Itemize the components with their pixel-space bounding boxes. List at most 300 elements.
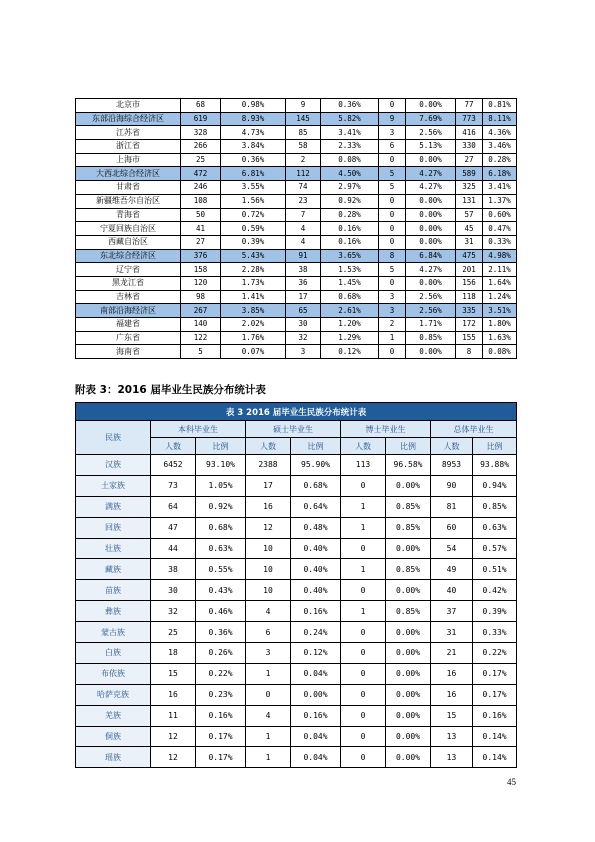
count-cell: 16 <box>431 684 473 705</box>
ratio-cell: 3.65% <box>321 249 379 263</box>
ratio-cell: 0.00% <box>386 663 431 684</box>
ratio-cell: 0.00% <box>386 705 431 726</box>
count-cell: 120 <box>181 276 221 290</box>
count-cell: 112 <box>286 167 321 181</box>
ratio-cell: 1.24% <box>483 290 517 304</box>
row-label: 广东省 <box>76 331 181 345</box>
count-cell: 12 <box>151 747 196 768</box>
ratio-cell: 0.55% <box>196 559 246 580</box>
ratio-cell: 0.00% <box>406 208 456 222</box>
count-cell: 91 <box>286 249 321 263</box>
table-row <box>76 496 517 517</box>
ratio-cell: 0.68% <box>321 290 379 304</box>
region-row <box>76 112 517 126</box>
count-cell: 81 <box>431 496 473 517</box>
ratio-cell: 0.33% <box>473 622 517 643</box>
ratio-cell: 0.36% <box>321 99 379 113</box>
count-cell: 12 <box>151 726 196 747</box>
ratio-cell: 0.00% <box>406 194 456 208</box>
count-cell: 13 <box>431 747 473 768</box>
table-row <box>76 663 517 684</box>
count-cell: 1 <box>379 331 406 345</box>
subheader-count: 人数 <box>246 438 291 455</box>
ratio-cell: 0.39% <box>473 601 517 622</box>
ratio-cell: 6.84% <box>406 249 456 263</box>
ethnic-table-body <box>76 455 517 768</box>
ethnic-name-cell: 汉族 <box>76 455 151 476</box>
ratio-cell: 1.53% <box>321 263 379 277</box>
count-cell: 0 <box>341 580 386 601</box>
subheader-count: 人数 <box>341 438 386 455</box>
ratio-cell: 1.29% <box>321 331 379 345</box>
count-cell: 16 <box>431 663 473 684</box>
count-cell: 3 <box>379 304 406 318</box>
count-cell: 32 <box>151 601 196 622</box>
column-group-doctor: 博士毕业生 <box>341 421 431 438</box>
count-cell: 773 <box>456 112 483 126</box>
ratio-cell: 0.94% <box>473 475 517 496</box>
ratio-cell: 0.68% <box>196 517 246 538</box>
table-row <box>76 643 517 664</box>
count-cell: 1 <box>246 747 291 768</box>
count-cell: 267 <box>181 304 221 318</box>
count-cell: 0 <box>341 622 386 643</box>
ethnic-name-cell: 蒙古族 <box>76 622 151 643</box>
count-cell: 31 <box>431 622 473 643</box>
count-cell: 330 <box>456 140 483 154</box>
ethnic-name-cell: 土家族 <box>76 475 151 496</box>
count-cell: 74 <box>286 181 321 195</box>
table-row <box>76 235 517 249</box>
ratio-cell: 0.00% <box>406 222 456 236</box>
ratio-cell: 93.10% <box>196 455 246 476</box>
row-label: 江苏省 <box>76 126 181 140</box>
ratio-cell: 0.28% <box>321 208 379 222</box>
count-cell: 0 <box>379 194 406 208</box>
ratio-cell: 0.16% <box>291 601 341 622</box>
count-cell: 77 <box>456 99 483 113</box>
count-cell: 0 <box>379 222 406 236</box>
count-cell: 64 <box>151 496 196 517</box>
count-cell: 60 <box>431 517 473 538</box>
row-label: 青海省 <box>76 208 181 222</box>
count-cell: 246 <box>181 181 221 195</box>
ratio-cell: 7.69% <box>406 112 456 126</box>
ratio-cell: 0.17% <box>473 663 517 684</box>
table-row <box>76 726 517 747</box>
table-row <box>76 622 517 643</box>
ethnic-name-cell: 瑶族 <box>76 747 151 768</box>
ratio-cell: 0.92% <box>321 194 379 208</box>
ratio-cell: 0.26% <box>196 643 246 664</box>
row-label: 上海市 <box>76 153 181 167</box>
count-cell: 5 <box>379 181 406 195</box>
table-row <box>76 538 517 559</box>
count-cell: 10 <box>246 559 291 580</box>
count-cell: 589 <box>456 167 483 181</box>
count-cell: 4 <box>286 222 321 236</box>
count-cell: 1 <box>246 663 291 684</box>
ratio-cell: 0.40% <box>291 580 341 601</box>
ratio-cell: 1.63% <box>483 331 517 345</box>
count-cell: 140 <box>181 318 221 332</box>
ratio-cell: 5.82% <box>321 112 379 126</box>
count-cell: 2388 <box>246 455 291 476</box>
ethnic-name-cell: 满族 <box>76 496 151 517</box>
ratio-cell: 6.81% <box>221 167 286 181</box>
ratio-cell: 0.40% <box>291 538 341 559</box>
ratio-cell: 0.17% <box>473 684 517 705</box>
count-cell: 335 <box>456 304 483 318</box>
count-cell: 145 <box>286 112 321 126</box>
count-cell: 1 <box>341 559 386 580</box>
ratio-cell: 4.27% <box>406 263 456 277</box>
count-cell: 376 <box>181 249 221 263</box>
ratio-cell: 0.23% <box>196 684 246 705</box>
count-cell: 30 <box>151 580 196 601</box>
ratio-cell: 93.88% <box>473 455 517 476</box>
count-cell: 73 <box>151 475 196 496</box>
ratio-cell: 0.72% <box>221 208 286 222</box>
ratio-cell: 0.47% <box>483 222 517 236</box>
count-cell: 0 <box>379 235 406 249</box>
ratio-cell: 0.63% <box>196 538 246 559</box>
count-cell: 32 <box>286 331 321 345</box>
count-cell: 1 <box>341 496 386 517</box>
count-cell: 50 <box>181 208 221 222</box>
count-cell: 49 <box>431 559 473 580</box>
ratio-cell: 4.27% <box>406 167 456 181</box>
table-row <box>76 517 517 538</box>
ratio-cell: 0.16% <box>321 235 379 249</box>
count-cell: 8953 <box>431 455 473 476</box>
count-cell: 172 <box>456 318 483 332</box>
count-cell: 266 <box>181 140 221 154</box>
ratio-cell: 1.05% <box>196 475 246 496</box>
subheader-count: 人数 <box>151 438 196 455</box>
count-cell: 0 <box>341 684 386 705</box>
ratio-cell: 0.00% <box>386 684 431 705</box>
ratio-cell: 3.41% <box>321 126 379 140</box>
column-group-master: 硕士毕业生 <box>246 421 341 438</box>
page-number: 45 <box>507 777 516 787</box>
ratio-cell: 95.90% <box>291 455 341 476</box>
count-cell: 108 <box>181 194 221 208</box>
ratio-cell: 2.33% <box>321 140 379 154</box>
ethnic-name-cell: 侗族 <box>76 726 151 747</box>
count-cell: 16 <box>246 496 291 517</box>
ratio-cell: 96.58% <box>386 455 431 476</box>
ethnic-name-cell: 苗族 <box>76 580 151 601</box>
row-label: 北京市 <box>76 99 181 113</box>
ratio-cell: 0.00% <box>386 747 431 768</box>
count-cell: 25 <box>181 153 221 167</box>
region-row <box>76 167 517 181</box>
ratio-cell: 0.63% <box>473 517 517 538</box>
ratio-cell: 0.85% <box>473 496 517 517</box>
ratio-cell: 0.08% <box>321 153 379 167</box>
count-cell: 54 <box>431 538 473 559</box>
count-cell: 118 <box>456 290 483 304</box>
ratio-cell: 4.36% <box>483 126 517 140</box>
count-cell: 155 <box>456 331 483 345</box>
table-row <box>76 153 517 167</box>
ratio-cell: 2.02% <box>221 318 286 332</box>
count-cell: 619 <box>181 112 221 126</box>
ratio-cell: 2.56% <box>406 126 456 140</box>
ratio-cell: 1.64% <box>483 276 517 290</box>
ethnic-name-cell: 白族 <box>76 643 151 664</box>
ratio-cell: 0.00% <box>386 726 431 747</box>
count-cell: 98 <box>181 290 221 304</box>
ratio-cell: 3.41% <box>483 181 517 195</box>
count-cell: 0 <box>379 345 406 359</box>
row-label: 东部沿海综合经济区 <box>76 112 181 126</box>
ratio-cell: 0.57% <box>473 538 517 559</box>
ratio-cell: 0.39% <box>221 235 286 249</box>
count-cell: 158 <box>181 263 221 277</box>
ratio-cell: 0.24% <box>291 622 341 643</box>
ratio-cell: 0.12% <box>321 345 379 359</box>
count-cell: 0 <box>341 747 386 768</box>
ratio-cell: 2.11% <box>483 263 517 277</box>
count-cell: 38 <box>286 263 321 277</box>
count-cell: 122 <box>181 331 221 345</box>
ratio-cell: 4.50% <box>321 167 379 181</box>
count-cell: 9 <box>379 112 406 126</box>
count-cell: 57 <box>456 208 483 222</box>
count-cell: 0 <box>341 705 386 726</box>
ratio-cell: 0.36% <box>221 153 286 167</box>
row-label: 宁夏回族自治区 <box>76 222 181 236</box>
ratio-cell: 0.17% <box>196 726 246 747</box>
count-cell: 6 <box>246 622 291 643</box>
ratio-cell: 0.16% <box>321 222 379 236</box>
table-row <box>76 126 517 140</box>
count-cell: 30 <box>286 318 321 332</box>
count-cell: 44 <box>151 538 196 559</box>
ratio-cell: 2.97% <box>321 181 379 195</box>
count-cell: 131 <box>456 194 483 208</box>
region-row <box>76 304 517 318</box>
table-title: 表 3 2016 届毕业生民族分布统计表 <box>76 403 517 421</box>
subheader-ratio: 比例 <box>473 438 517 455</box>
ethnic-name-cell: 壮族 <box>76 538 151 559</box>
ratio-cell: 0.00% <box>386 475 431 496</box>
count-cell: 36 <box>286 276 321 290</box>
ethnic-name-cell: 哈萨克族 <box>76 684 151 705</box>
ratio-cell: 0.16% <box>291 705 341 726</box>
table-row <box>76 222 517 236</box>
ratio-cell: 1.45% <box>321 276 379 290</box>
table-row <box>76 263 517 277</box>
ethnic-name-cell: 布依族 <box>76 663 151 684</box>
row-label: 大西北综合经济区 <box>76 167 181 181</box>
row-label: 新疆维吾尔自治区 <box>76 194 181 208</box>
row-label: 辽宁省 <box>76 263 181 277</box>
count-cell: 31 <box>456 235 483 249</box>
count-cell: 1 <box>341 517 386 538</box>
count-cell: 85 <box>286 126 321 140</box>
ethnic-name-cell: 回族 <box>76 517 151 538</box>
ratio-cell: 8.93% <box>221 112 286 126</box>
ratio-cell: 0.00% <box>406 99 456 113</box>
count-cell: 3 <box>286 345 321 359</box>
count-cell: 16 <box>151 684 196 705</box>
ratio-cell: 0.22% <box>196 663 246 684</box>
count-cell: 10 <box>246 538 291 559</box>
ratio-cell: 2.61% <box>321 304 379 318</box>
count-cell: 0 <box>341 663 386 684</box>
count-cell: 47 <box>151 517 196 538</box>
ratio-cell: 0.14% <box>473 747 517 768</box>
count-cell: 65 <box>286 304 321 318</box>
count-cell: 113 <box>341 455 386 476</box>
table-row <box>76 580 517 601</box>
ethnic-name-cell: 彝族 <box>76 601 151 622</box>
ratio-cell: 0.00% <box>406 276 456 290</box>
section-heading: 附表 3：2016 届毕业生民族分布统计表 <box>75 384 266 396</box>
count-cell: 68 <box>181 99 221 113</box>
ratio-cell: 0.22% <box>473 643 517 664</box>
ratio-cell: 3.46% <box>483 140 517 154</box>
count-cell: 25 <box>151 622 196 643</box>
region-row <box>76 249 517 263</box>
table-row <box>76 208 517 222</box>
count-cell: 0 <box>379 99 406 113</box>
ratio-cell: 0.43% <box>196 580 246 601</box>
ratio-cell: 0.60% <box>483 208 517 222</box>
table-row <box>76 140 517 154</box>
ratio-cell: 2.56% <box>406 304 456 318</box>
count-cell: 0 <box>379 153 406 167</box>
count-cell: 5 <box>181 345 221 359</box>
ratio-cell: 6.18% <box>483 167 517 181</box>
ratio-cell: 0.51% <box>473 559 517 580</box>
ratio-cell: 0.59% <box>221 222 286 236</box>
ratio-cell: 1.76% <box>221 331 286 345</box>
count-cell: 41 <box>181 222 221 236</box>
count-cell: 6 <box>379 140 406 154</box>
count-cell: 90 <box>431 475 473 496</box>
ratio-cell: 0.92% <box>196 496 246 517</box>
table-row <box>76 559 517 580</box>
column-header-ethnic: 民族 <box>76 421 151 455</box>
row-label: 福建省 <box>76 318 181 332</box>
ratio-cell: 0.64% <box>291 496 341 517</box>
ratio-cell: 0.85% <box>386 559 431 580</box>
row-label: 南部沿海经济区 <box>76 304 181 318</box>
count-cell: 0 <box>379 208 406 222</box>
column-group-total: 总体毕业生 <box>431 421 517 438</box>
count-cell: 12 <box>246 517 291 538</box>
table-row <box>76 194 517 208</box>
ratio-cell: 0.07% <box>221 345 286 359</box>
ratio-cell: 0.81% <box>483 99 517 113</box>
ratio-cell: 1.41% <box>221 290 286 304</box>
count-cell: 21 <box>431 643 473 664</box>
table-row <box>76 705 517 726</box>
count-cell: 475 <box>456 249 483 263</box>
count-cell: 3 <box>379 290 406 304</box>
count-cell: 4 <box>286 235 321 249</box>
ratio-cell: 1.37% <box>483 194 517 208</box>
count-cell: 11 <box>151 705 196 726</box>
count-cell: 45 <box>456 222 483 236</box>
ethnic-name-cell: 羌族 <box>76 705 151 726</box>
count-cell: 4 <box>246 601 291 622</box>
count-cell: 15 <box>151 663 196 684</box>
ratio-cell: 0.00% <box>406 153 456 167</box>
count-cell: 7 <box>286 208 321 222</box>
ratio-cell: 0.33% <box>483 235 517 249</box>
ratio-cell: 2.28% <box>221 263 286 277</box>
count-cell: 18 <box>151 643 196 664</box>
table-row <box>76 345 517 359</box>
count-cell: 3 <box>379 126 406 140</box>
count-cell: 38 <box>151 559 196 580</box>
count-cell: 2 <box>379 318 406 332</box>
ratio-cell: 0.28% <box>483 153 517 167</box>
ratio-cell: 4.73% <box>221 126 286 140</box>
count-cell: 27 <box>181 235 221 249</box>
count-cell: 6452 <box>151 455 196 476</box>
count-cell: 328 <box>181 126 221 140</box>
count-cell: 2 <box>286 153 321 167</box>
count-cell: 17 <box>286 290 321 304</box>
ethnic-name-cell: 藏族 <box>76 559 151 580</box>
ratio-cell: 3.55% <box>221 181 286 195</box>
ratio-cell: 0.00% <box>386 622 431 643</box>
count-cell: 17 <box>246 475 291 496</box>
count-cell: 1 <box>341 601 386 622</box>
count-cell: 27 <box>456 153 483 167</box>
ratio-cell: 3.84% <box>221 140 286 154</box>
count-cell: 0 <box>341 726 386 747</box>
ratio-cell: 0.12% <box>291 643 341 664</box>
ratio-cell: 1.20% <box>321 318 379 332</box>
count-cell: 8 <box>456 345 483 359</box>
count-cell: 416 <box>456 126 483 140</box>
count-cell: 325 <box>456 181 483 195</box>
ratio-cell: 0.42% <box>473 580 517 601</box>
count-cell: 472 <box>181 167 221 181</box>
count-cell: 0 <box>246 684 291 705</box>
ratio-cell: 1.56% <box>221 194 286 208</box>
subheader-count: 人数 <box>431 438 473 455</box>
count-cell: 156 <box>456 276 483 290</box>
ratio-cell: 4.27% <box>406 181 456 195</box>
subheader-ratio: 比例 <box>196 438 246 455</box>
table-row <box>76 181 517 195</box>
count-cell: 1 <box>246 726 291 747</box>
table-row <box>76 276 517 290</box>
subheader-ratio: 比例 <box>386 438 431 455</box>
count-cell: 58 <box>286 140 321 154</box>
regional-distribution-table <box>75 98 517 359</box>
ratio-cell: 0.00% <box>386 580 431 601</box>
row-label: 东北综合经济区 <box>76 249 181 263</box>
table-row <box>76 290 517 304</box>
ratio-cell: 1.80% <box>483 318 517 332</box>
ratio-cell: 1.71% <box>406 318 456 332</box>
ratio-cell: 0.85% <box>386 496 431 517</box>
table-row <box>76 318 517 332</box>
row-label: 海南省 <box>76 345 181 359</box>
table-row <box>76 747 517 768</box>
count-cell: 5 <box>379 167 406 181</box>
ratio-cell: 3.85% <box>221 304 286 318</box>
